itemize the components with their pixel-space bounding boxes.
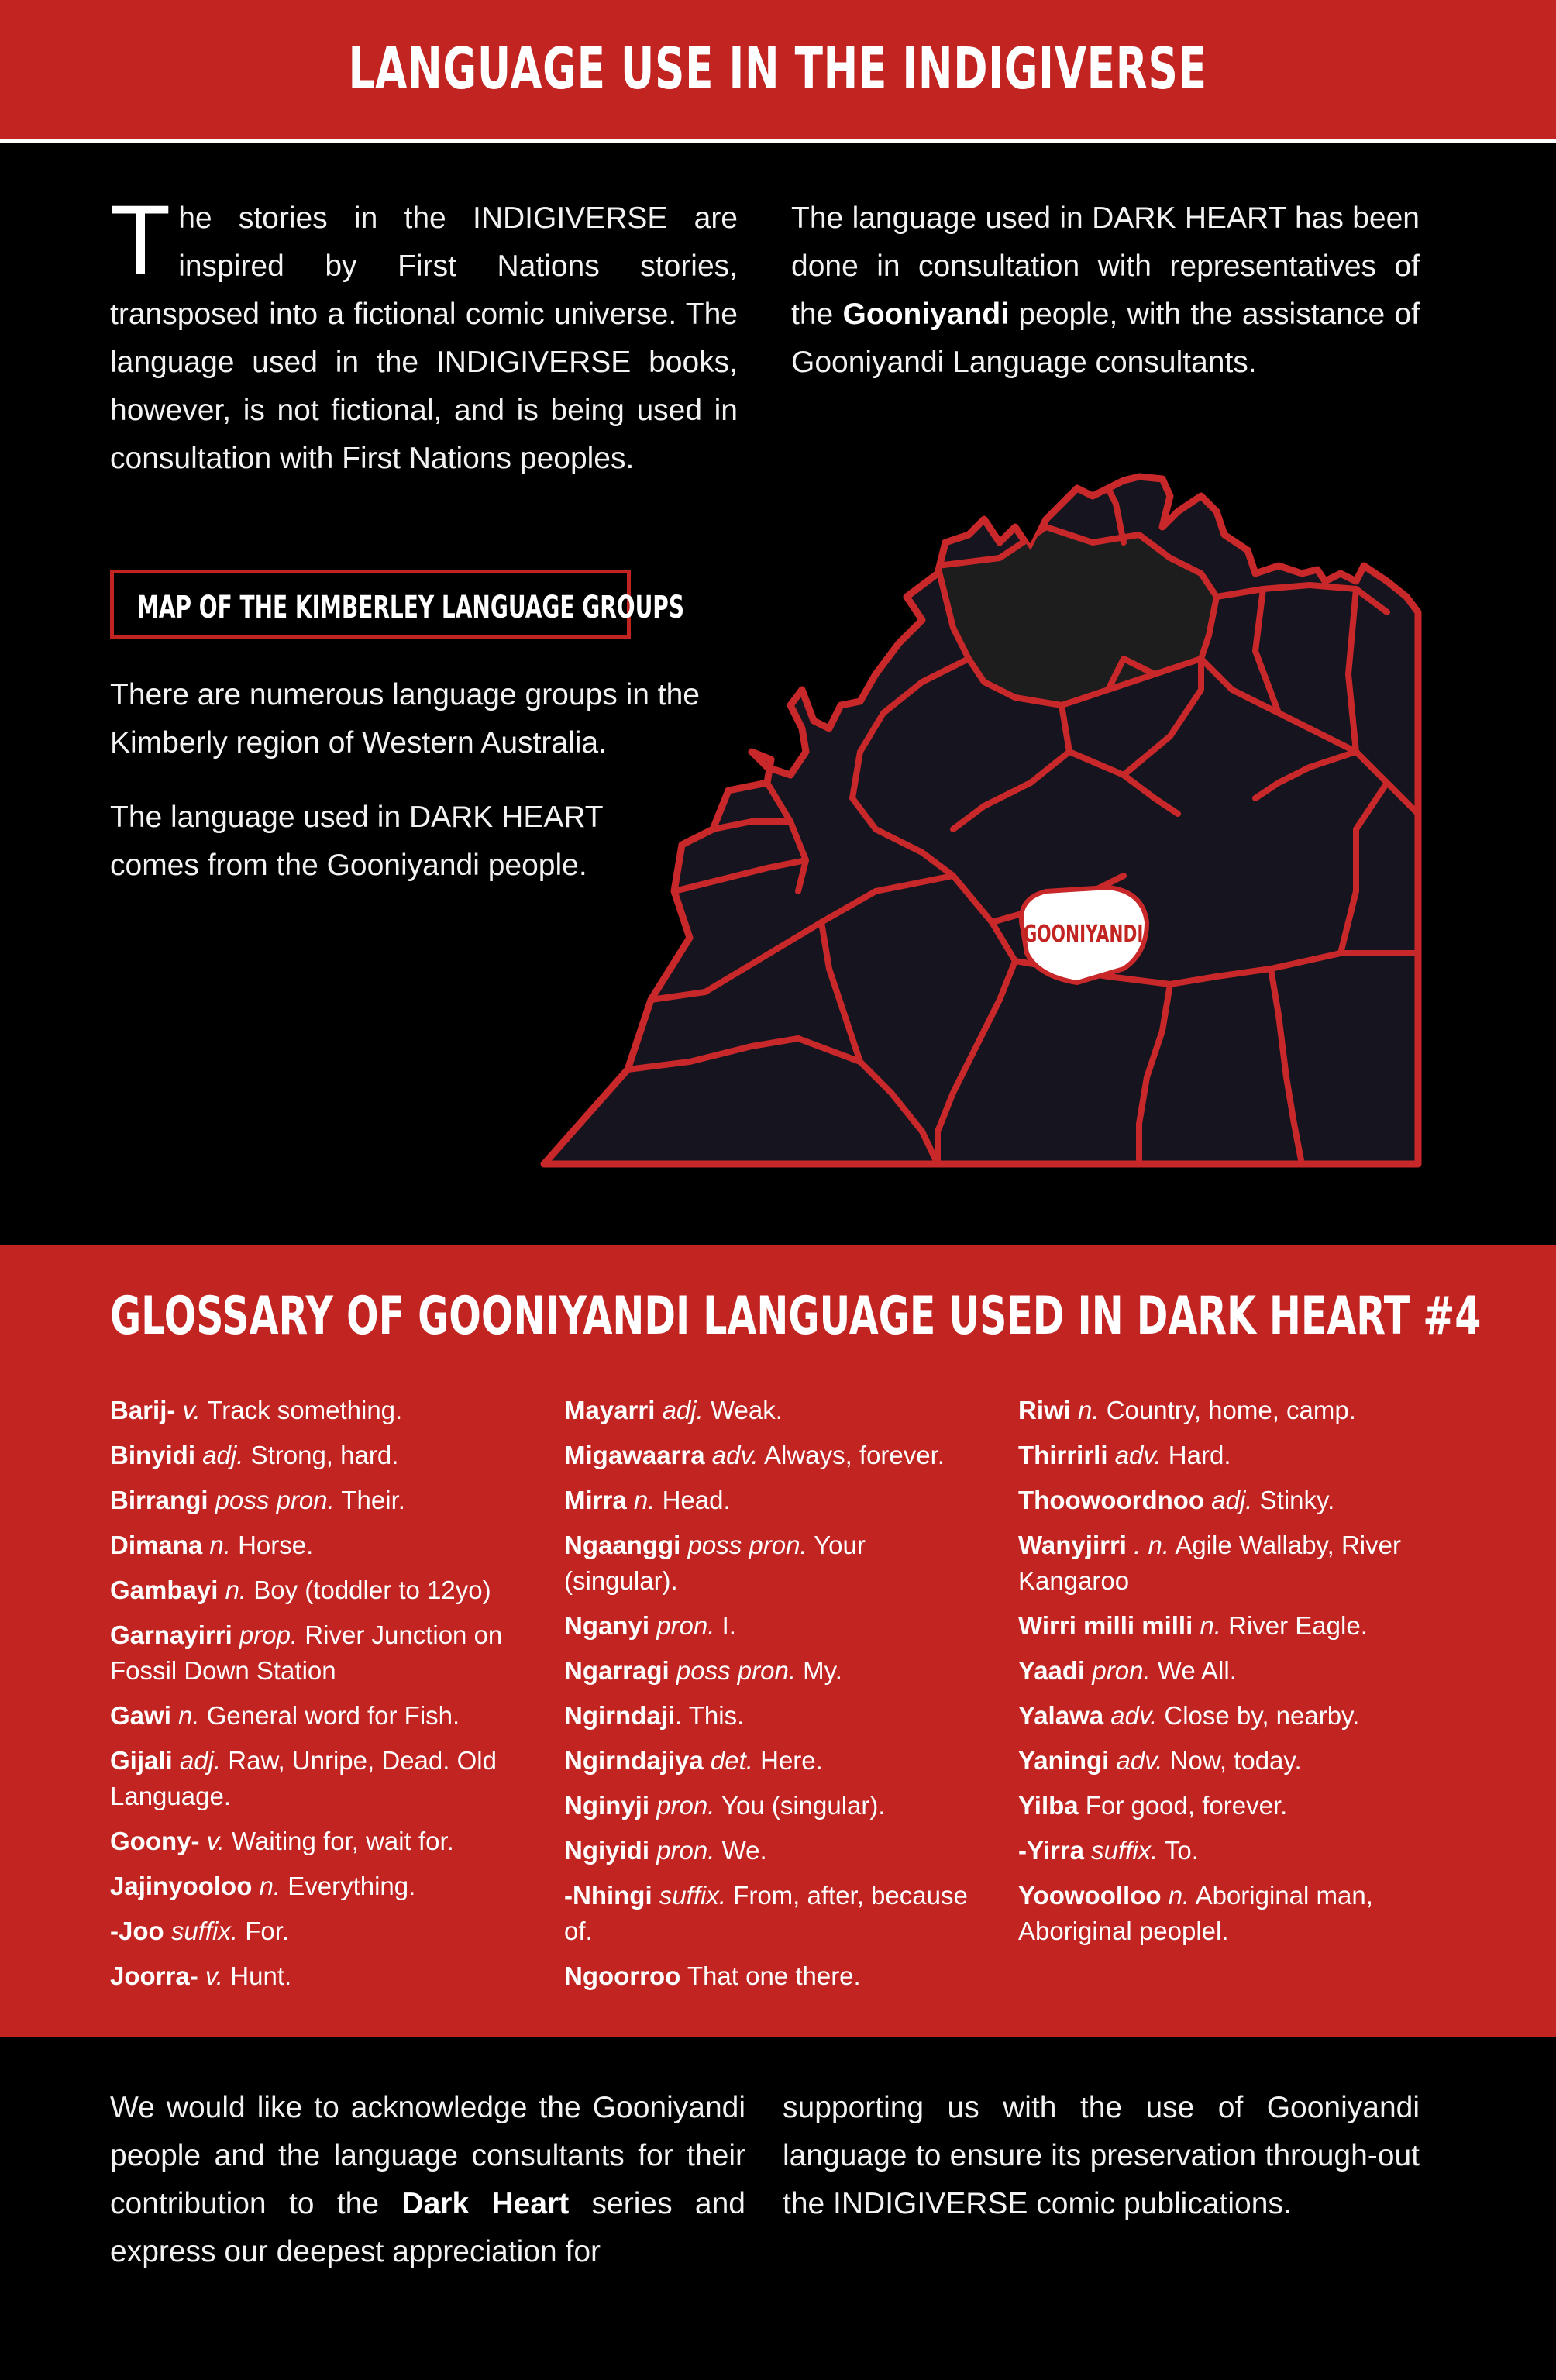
glossary-definition: I. — [714, 1611, 736, 1640]
glossary-term: Riwi — [1018, 1396, 1071, 1424]
glossary-part-of-speech: v. — [205, 1962, 224, 1990]
glossary-column-3 — [1018, 1393, 1437, 1958]
glossary-part-of-speech: adj. — [1211, 1486, 1253, 1514]
glossary-term: Migawaarra — [564, 1441, 705, 1469]
glossary-part-of-speech: det. — [710, 1746, 753, 1775]
glossary-definition: Stinky. — [1252, 1486, 1335, 1514]
glossary-term: Yalawa — [1018, 1701, 1104, 1730]
glossary-definition: Raw, Unripe, Dead. Old Language. — [110, 1746, 497, 1810]
glossary-entry — [1018, 1528, 1437, 1599]
glossary-part-of-speech: poss pron. — [676, 1656, 796, 1685]
glossary-part-of-speech: poss pron. — [687, 1531, 807, 1559]
glossary-part-of-speech: v. — [182, 1396, 201, 1424]
glossary-part-of-speech: suffix. — [1091, 1836, 1158, 1865]
glossary-entry — [110, 1869, 528, 1904]
glossary-definition: Head. — [655, 1486, 731, 1514]
glossary-entry — [1018, 1608, 1437, 1644]
glossary-part-of-speech: n. — [1078, 1396, 1100, 1424]
glossary-part-of-speech: n. — [633, 1486, 656, 1514]
glossary-term: Mirra — [564, 1486, 627, 1514]
glossary-definition: Waiting for, wait for. — [224, 1827, 454, 1855]
glossary-term: Binyidi — [110, 1441, 196, 1469]
glossary-term: Thirrirli — [1018, 1441, 1108, 1469]
page-title: LANGUAGE USE IN THE INDIGIVERSE — [348, 36, 1208, 102]
glossary-definition: Agile Wallaby, River Kangaroo — [1018, 1531, 1401, 1595]
glossary-definition: For good, forever. — [1078, 1791, 1288, 1820]
glossary-term: Yaadi — [1018, 1656, 1086, 1685]
glossary-part-of-speech: poss pron. — [215, 1486, 335, 1514]
glossary-definition: Strong, hard. — [243, 1441, 399, 1469]
glossary-entry — [564, 1393, 983, 1428]
glossary-term: Ngoorroo — [564, 1962, 681, 1990]
glossary-entry — [110, 1913, 528, 1949]
glossary-definition: Close by, nearby. — [1157, 1701, 1360, 1730]
glossary-entry — [110, 1393, 528, 1428]
glossary-entry — [564, 1528, 983, 1599]
glossary-definition: River Junction on Fossil Down Station — [110, 1621, 503, 1685]
glossary-part-of-speech: n. — [259, 1872, 281, 1900]
acknowledgement-right: supporting us with the use of Gooniyandi language to ensure its preservation through-out the INDIGIVERSE comic publications. — [783, 2091, 1420, 2220]
map-paragraph-1: There are numerous language groups in the Kimberly region of Western Australia. — [110, 678, 700, 759]
glossary-term: Dimana — [110, 1531, 203, 1559]
glossary-part-of-speech: adv. — [1110, 1701, 1158, 1730]
glossary-term: Goony- — [110, 1827, 200, 1855]
glossary-entry — [564, 1743, 983, 1779]
glossary-definition: For. — [238, 1917, 290, 1945]
glossary-term: Gambayi — [110, 1576, 219, 1604]
map-heading-label: MAP OF THE KIMBERLEY LANGUAGE GROUPS — [137, 590, 684, 625]
glossary-term: Wanyjirri — [1018, 1531, 1127, 1559]
glossary-term: Ngarragi — [564, 1656, 670, 1685]
glossary-term: Wirri milli milli — [1018, 1611, 1193, 1640]
intro-right-text-end: people, with the assistance of Gooniyandi Language consultants. — [791, 298, 1420, 379]
glossary-column-1 — [110, 1393, 528, 2003]
glossary-part-of-speech: adv. — [1114, 1441, 1162, 1469]
glossary-entry — [564, 1788, 983, 1824]
glossary-column-2 — [564, 1393, 983, 2003]
glossary-definition: Aboriginal man, Aboriginal peoplel. — [1018, 1881, 1373, 1945]
acknowledgement-left — [110, 2084, 745, 2276]
glossary-definition: To. — [1158, 1836, 1199, 1865]
glossary-part-of-speech: adv. — [1116, 1746, 1163, 1775]
glossary-part-of-speech: pron. — [656, 1836, 715, 1865]
glossary-definition: You (singular). — [714, 1791, 886, 1820]
glossary-term: -Yirra — [1018, 1836, 1084, 1865]
glossary-term: Nginyji — [564, 1791, 650, 1820]
glossary-definition: Hard. — [1161, 1441, 1231, 1469]
glossary-definition: Always, forever. — [758, 1441, 945, 1469]
glossary-entry — [1018, 1788, 1437, 1824]
glossary-definition: That one there. — [680, 1962, 861, 1990]
glossary-term: Nganyi — [564, 1611, 650, 1640]
glossary-definition: Horse. — [230, 1531, 314, 1559]
glossary-entry — [564, 1483, 983, 1518]
glossary-definition: Track something. — [200, 1396, 403, 1424]
glossary-definition: . This. — [675, 1701, 745, 1730]
glossary-definition: River Eagle. — [1220, 1611, 1368, 1640]
glossary-title: GLOSSARY OF GOONIYANDI LANGUAGE USED IN DARK HEART #4 — [110, 1286, 1482, 1347]
glossary-entry — [1018, 1653, 1437, 1689]
glossary-entry — [1018, 1743, 1437, 1779]
glossary-entry — [564, 1653, 983, 1689]
glossary-part-of-speech: adv. — [711, 1441, 759, 1469]
glossary-term: -Joo — [110, 1917, 164, 1945]
glossary-entry — [564, 1438, 983, 1473]
glossary-definition: Country, home, camp. — [1099, 1396, 1356, 1424]
glossary-part-of-speech: adj. — [662, 1396, 704, 1424]
intro-right-text: The language used in DARK HEART has been done in consultation with representatives of the — [791, 201, 1420, 331]
glossary-part-of-speech: n. — [1200, 1611, 1221, 1640]
glossary-term: Ngiyidi — [564, 1836, 650, 1865]
glossary-definition: Weak. — [703, 1396, 783, 1424]
intro-paragraph-right — [791, 195, 1420, 387]
glossary-term: Ngirndajiya — [564, 1746, 704, 1775]
map-paragraph-2: The language used in DARK HEART comes from the Gooniyandi people. — [110, 801, 603, 882]
glossary-term: Yoowoolloo — [1018, 1881, 1162, 1910]
glossary-part-of-speech: . n. — [1134, 1531, 1170, 1559]
intro-paragraph-left — [110, 185, 738, 483]
glossary-entry — [1018, 1438, 1437, 1473]
glossary-term: Ngaanggi — [564, 1531, 681, 1559]
drop-cap: T — [110, 185, 171, 296]
glossary-entry — [1018, 1393, 1437, 1428]
glossary-entry — [564, 1833, 983, 1869]
glossary-part-of-speech: n. — [1168, 1881, 1190, 1910]
glossary-term: -Nhingi — [564, 1881, 652, 1910]
glossary-term: Birrangi — [110, 1486, 208, 1514]
glossary-definition: General word for Fish. — [199, 1701, 460, 1730]
glossary-entry — [1018, 1698, 1437, 1734]
glossary-entry — [1018, 1878, 1437, 1949]
glossary-definition: Hunt. — [223, 1962, 292, 1990]
intro-right-bold: Gooniyandi — [842, 298, 1010, 331]
glossary-entry — [110, 1824, 528, 1859]
glossary-definition: Here. — [752, 1746, 823, 1775]
page-header — [0, 0, 1556, 143]
glossary-part-of-speech: n. — [178, 1701, 200, 1730]
glossary-part-of-speech: n. — [225, 1576, 247, 1604]
glossary-entry — [110, 1698, 528, 1734]
glossary-entry — [564, 1878, 983, 1949]
glossary-definition: We. — [714, 1836, 767, 1865]
glossary-term: Gawi — [110, 1701, 171, 1730]
map-land — [544, 477, 1418, 1164]
glossary-part-of-speech: suffix. — [659, 1881, 727, 1910]
glossary-entry — [110, 1528, 528, 1563]
glossary-part-of-speech: adj. — [179, 1746, 222, 1775]
glossary-entry — [110, 1483, 528, 1518]
kimberley-language-map — [535, 457, 1426, 1170]
glossary-term: Barij- — [110, 1396, 176, 1424]
glossary-part-of-speech: adj. — [202, 1441, 244, 1469]
glossary-definition: We All. — [1150, 1656, 1237, 1685]
glossary-term: Mayarri — [564, 1396, 656, 1424]
glossary-term: Yilba — [1018, 1791, 1079, 1820]
glossary-section — [0, 1245, 1556, 2037]
glossary-term: Gijali — [110, 1746, 173, 1775]
ack-left-bold: Dark Heart — [401, 2187, 570, 2220]
glossary-definition: Now, today. — [1162, 1746, 1302, 1775]
glossary-definition: My. — [795, 1656, 842, 1685]
gooniyandi-label: GOONIYANDI — [1023, 921, 1144, 949]
glossary-term: Garnayirri — [110, 1621, 232, 1649]
glossary-part-of-speech: pron. — [656, 1611, 715, 1640]
glossary-part-of-speech: pron. — [1092, 1656, 1151, 1685]
glossary-part-of-speech: prop. — [239, 1621, 298, 1649]
glossary-term: Jajinyooloo — [110, 1872, 253, 1900]
glossary-definition: Everything. — [281, 1872, 416, 1900]
glossary-entry — [564, 1608, 983, 1644]
glossary-part-of-speech: n. — [209, 1531, 231, 1559]
glossary-entry — [110, 1617, 528, 1689]
glossary-entry — [1018, 1483, 1437, 1518]
glossary-definition: Boy (toddler to 12yo) — [246, 1576, 491, 1604]
ack-left-text: We would like to acknowledge the Gooniyandi people and the language consultants for their contribution to the — [110, 2091, 745, 2220]
glossary-entry — [1018, 1833, 1437, 1869]
glossary-entry — [564, 1958, 983, 1994]
glossary-term: Ngirndaji — [564, 1701, 676, 1730]
glossary-term: Joorra- — [110, 1962, 198, 1990]
glossary-part-of-speech: pron. — [656, 1791, 715, 1820]
glossary-entry — [110, 1743, 528, 1814]
glossary-entry — [110, 1438, 528, 1473]
glossary-part-of-speech: v. — [206, 1827, 225, 1855]
glossary-definition: Their. — [334, 1486, 405, 1514]
ack-left-text-end: series and express our deepest appreciation for — [110, 2187, 745, 2268]
glossary-entry — [110, 1958, 528, 1994]
glossary-definition: Your (singular). — [564, 1531, 866, 1595]
glossary-entry — [564, 1698, 983, 1734]
glossary-definition: From, after, because of. — [564, 1881, 968, 1945]
intro-left-text: he stories in the INDIGIVERSE are inspired by First Nations stories, transposed into a fictional comic universe. The language used in the INDIGIVERSE books, however, is not fictional, and is being used in consultation with First Nations peoples. — [110, 201, 738, 475]
glossary-term: Yaningi — [1018, 1746, 1110, 1775]
glossary-entry — [110, 1572, 528, 1608]
glossary-term: Thoowoordnoo — [1018, 1486, 1205, 1514]
glossary-part-of-speech: suffix. — [170, 1917, 239, 1945]
